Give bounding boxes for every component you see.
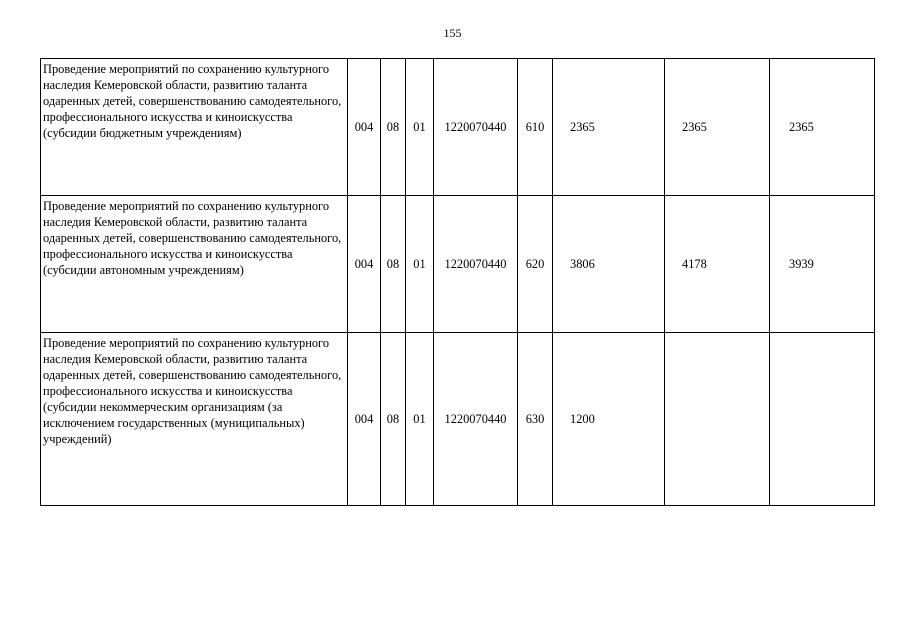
subsection-code: 01 [406,333,434,506]
table-row [41,333,875,506]
expense-type-code: 610 [518,59,553,196]
expense-type-code: 620 [518,196,553,333]
amount-year-3: 3939 [770,196,875,333]
row-description: Проведение мероприятий по сохранению культурного наследия Кемеровской области, развитию таланта одаренных детей, совершенствованию самодеятельного, профессионального искусства и киноискусства (субсидии некоммерческим организациям (за исключением государственных (муниципальных) учреждений) [41,333,348,506]
section-code: 08 [381,196,406,333]
ministry-code: 004 [348,333,381,506]
target-article-code: 1220070440 [434,333,518,506]
amount-year-2: 2365 [665,59,770,196]
table-row [41,196,875,333]
ministry-code: 004 [348,59,381,196]
section-code: 08 [381,333,406,506]
amount-year-2 [665,333,770,506]
ministry-code: 004 [348,196,381,333]
target-article-code: 1220070440 [434,196,518,333]
subsection-code: 01 [406,196,434,333]
expense-type-code: 630 [518,333,553,506]
page-number: 155 [443,26,462,40]
amount-year-1: 1200 [553,333,665,506]
amount-year-1: 2365 [553,59,665,196]
row-description: Проведение мероприятий по сохранению культурного наследия Кемеровской области, развитию таланта одаренных детей, совершенствованию самодеятельного, профессионального искусства и киноискусства (субсидии автономным учреждениям) [41,196,348,333]
amount-year-3: 2365 [770,59,875,196]
target-article-code: 1220070440 [434,59,518,196]
subsection-code: 01 [406,59,434,196]
amount-year-2: 4178 [665,196,770,333]
amount-year-1: 3806 [553,196,665,333]
table-row [41,59,875,196]
amount-year-3 [770,333,875,506]
budget-table [40,58,875,506]
row-description: Проведение мероприятий по сохранению культурного наследия Кемеровской области, развитию таланта одаренных детей, совершенствованию самодеятельного, профессионального искусства и киноискусства (субсидии бюджетным учреждениям) [41,59,348,196]
section-code: 08 [381,59,406,196]
